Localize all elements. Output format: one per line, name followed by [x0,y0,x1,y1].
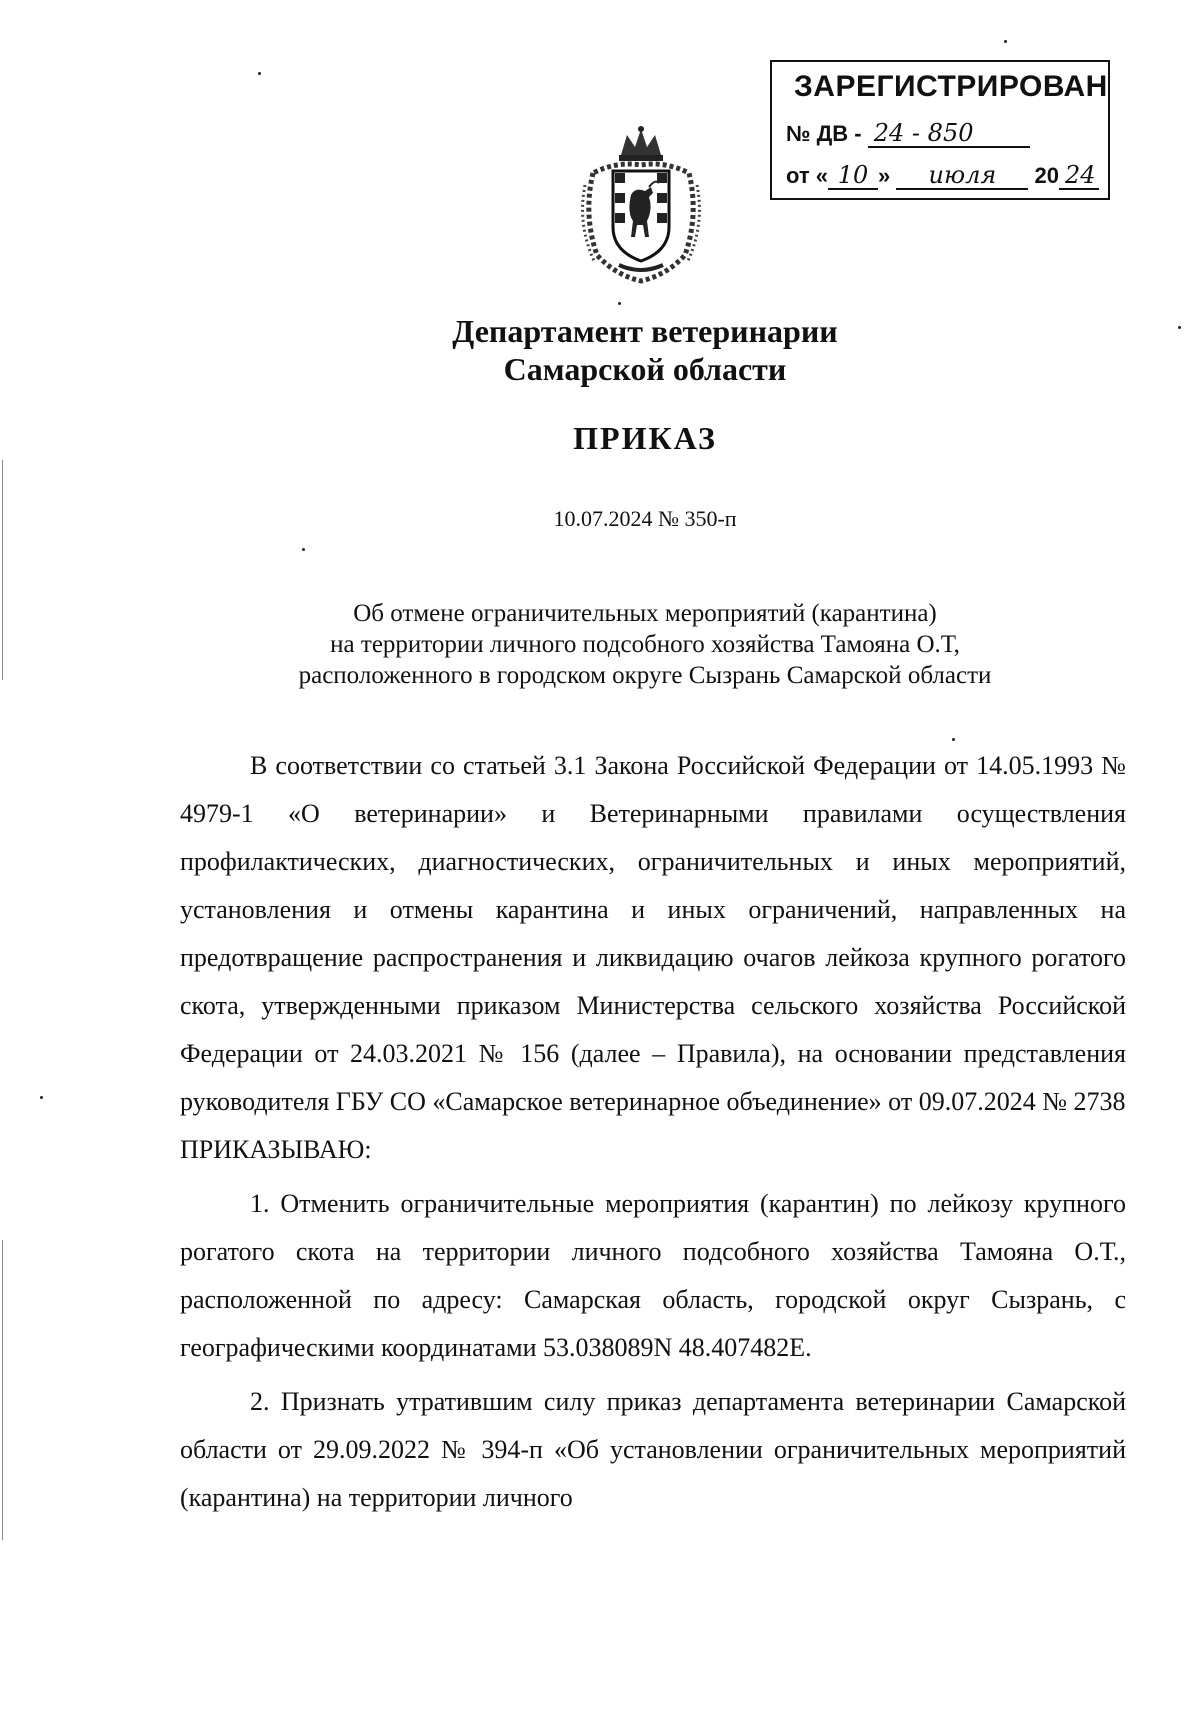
order-item-2: 2. Признать утратившим силу приказ департамента ветеринарии Самарской области от 29.09.2022 № 394-п «Об установлении ограничительных мероприятий (карантина) на территории личного [180,1387,1126,1512]
scan-speck [618,302,621,305]
order-item-1: 1. Отменить ограничительные мероприятия (карантин) по лейкозу крупного рогатого скота на территории личного подсобного хозяйства Тамояна О.Т., расположенной по адресу: Самарская область, городской округ Сызрань, с географическими координатами 53.038089N 48.407482E. [180,1189,1126,1362]
coat-of-arms-emblem [575,125,707,285]
document-type: ПРИКАЗ [573,420,717,456]
scan-edge-mark [2,1240,3,1540]
stamp-date-mid: » [878,163,891,188]
scan-speck [1178,326,1181,329]
stamp-number-row [786,120,1030,148]
stamp-day: 10 [828,162,878,190]
subject-line-1: Об отмене ограничительных мероприятий (карантина) [353,600,937,627]
stamp-year: 24 [1059,162,1099,190]
scan-edge-mark [2,460,3,680]
scan-speck [258,72,261,75]
document-date-number: 10.07.2024 № 350-п [553,506,737,531]
subject-line-2: на территории личного подсобного хозяйства Тамояна О.Т, [330,631,960,658]
registration-stamp [770,60,1110,200]
stamp-date-prefix: от « [786,163,829,188]
document-subject [0,598,1200,691]
order-word: ПРИКАЗЫВАЮ: [180,1135,372,1164]
org-line-1: Департамент ветеринарии [452,313,838,349]
stamp-title: ЗАРЕГИСТРИРОВАН [794,70,1108,103]
document-body [180,742,1126,1522]
scan-speck [952,738,955,741]
stamp-number-value: 24 - 850 [868,120,1030,148]
stamp-year-prefix: 20 [1034,163,1059,188]
stamp-date-row [786,162,1099,190]
scan-speck [302,548,305,551]
org-line-2: Самарской области [503,351,787,387]
scan-speck [40,1096,43,1099]
subject-line-3: расположенного в городском округе Сызрань Самарской области [298,662,992,689]
stamp-month: июля [896,162,1028,190]
stamp-number-label: № ДВ - [786,121,862,146]
scan-speck [1004,40,1007,43]
organization-name [0,312,1200,388]
preamble-paragraph: В соответствии со статьей 3.1 Закона Российской Федерации от 14.05.1993 № 4979-1 «О ветеринарии» и Ветеринарными правилами осуществления профилактических, диагностических, ограничительных и иных мероприятий, установления и отмены карантина и иных ограничений, направленных на предотвращение распространения и ликвидацию очагов лейкоза крупного рогатого скота, утвержденными приказом Министерства сельского хозяйства Российской Федерации от 24.03.2021 № 156 (далее – Правила), на основании представления руководителя ГБУ СО «Самарское ветеринарное объединение» от 09.07.2024 № 2738 [180,751,1126,1116]
